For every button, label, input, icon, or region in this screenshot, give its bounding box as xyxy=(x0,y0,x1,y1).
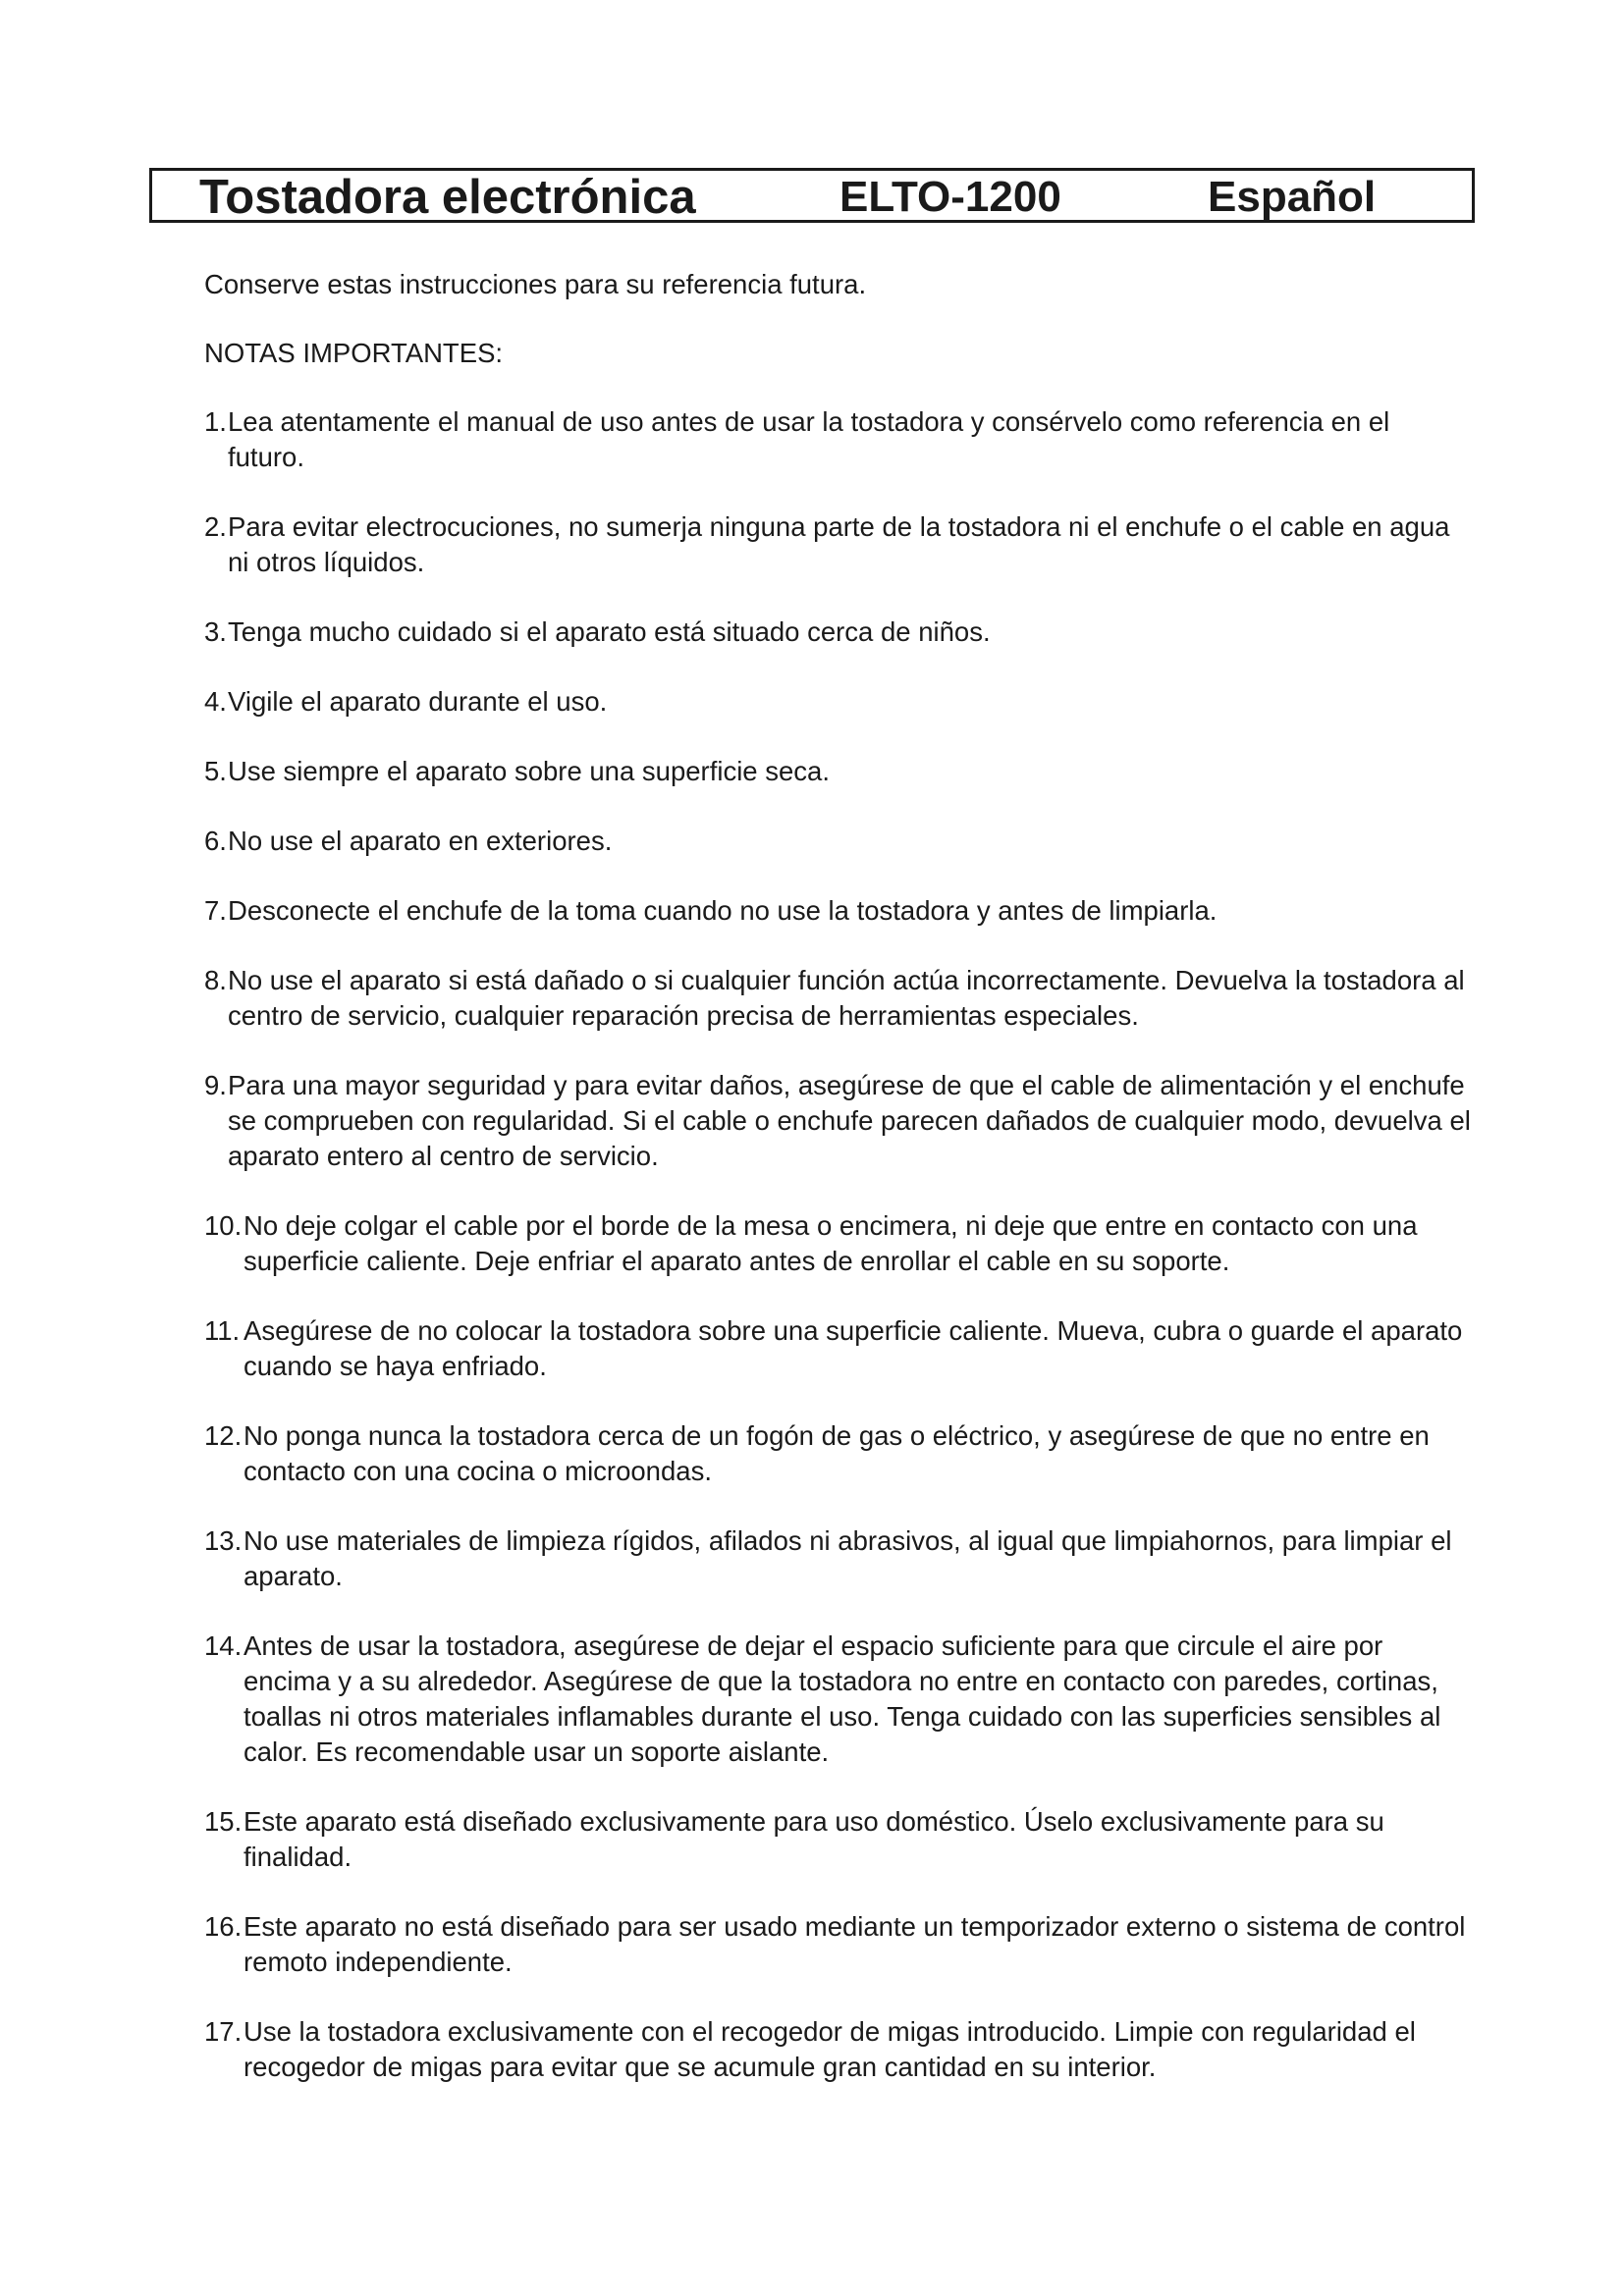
document-header xyxy=(149,168,1475,223)
list-item xyxy=(204,1068,1471,1174)
list-item xyxy=(204,1629,1471,1770)
item-text: Lea atentamente el manual de uso antes de usar la tostadora y consérvelo como referencia en el futuro. xyxy=(228,406,1390,472)
item-number: 7. xyxy=(204,895,227,926)
item-text: Tenga mucho cuidado si el aparato está situado cerca de niños. xyxy=(228,616,991,647)
item-number: 4. xyxy=(204,686,227,717)
item-number: 6. xyxy=(204,826,227,856)
notes-heading: NOTAS IMPORTANTES: xyxy=(204,338,504,368)
item-text: Este aparato está diseñado exclusivamente para uso doméstico. Úselo exclusivamente para su finalidad. xyxy=(244,1806,1384,1872)
item-number: 16. xyxy=(204,1911,243,1942)
list-item xyxy=(204,1909,1471,1980)
item-text: No deje colgar el cable por el borde de la mesa o encimera, ni deje que entre en contacto con una superficie caliente. Deje enfriar el aparato antes de enrollar el cable en su soporte. xyxy=(244,1210,1418,1276)
list-item xyxy=(204,404,1471,475)
list-item xyxy=(204,824,1471,859)
item-text: No ponga nunca la tostadora cerca de un fogón de gas o eléctrico, y asegúrese de que no entre en contacto con una cocina o microondas. xyxy=(244,1420,1430,1486)
document-title: Tostadora electrónica xyxy=(199,171,696,224)
item-number: 11. xyxy=(204,1315,241,1346)
item-text: Asegúrese de no colocar la tostadora sobre una superficie caliente. Mueva, cubra o guarde el aparato cuando se haya enfriado. xyxy=(244,1315,1463,1381)
document-body xyxy=(204,267,1471,2119)
item-text: Para una mayor seguridad y para evitar daños, asegúrese de que el cable de alimentación y el enchufe se comprueben con regularidad. Si el cable o enchufe parecen dañados de cualquier modo, devuelva el aparato entero al centro de servicio. xyxy=(228,1070,1471,1171)
intro-text: Conserve estas instrucciones para su referencia futura. xyxy=(204,269,867,299)
item-text: No use el aparato en exteriores. xyxy=(228,826,613,856)
list-item xyxy=(204,754,1471,789)
list-item xyxy=(204,1208,1471,1279)
item-number: 17. xyxy=(204,2016,243,2047)
item-text: No use materiales de limpieza rígidos, afilados ni abrasivos, al igual que limpiahornos, para limpiar el aparato. xyxy=(244,1525,1452,1591)
list-item xyxy=(204,614,1471,650)
language-label: Español xyxy=(1208,173,1377,221)
item-text: Desconecte el enchufe de la toma cuando no use la tostadora y antes de limpiarla. xyxy=(228,895,1218,926)
list-item xyxy=(204,2014,1471,2085)
item-number: 8. xyxy=(204,965,227,995)
item-number: 15. xyxy=(204,1806,243,1837)
item-text: No use el aparato si está dañado o si cualquier función actúa incorrectamente. Devuelva la tostadora al centro de servicio, cualquier reparación precisa de herramientas especiales. xyxy=(228,965,1465,1031)
item-number: 12. xyxy=(204,1420,243,1451)
item-number: 14. xyxy=(204,1630,243,1661)
list-item xyxy=(204,963,1471,1034)
item-text: Use siempre el aparato sobre una superficie seca. xyxy=(228,756,830,786)
list-item xyxy=(204,1804,1471,1875)
list-item xyxy=(204,1418,1471,1489)
item-number: 1. xyxy=(204,406,227,437)
list-item xyxy=(204,1523,1471,1594)
item-number: 3. xyxy=(204,616,227,647)
model-number: ELTO-1200 xyxy=(839,173,1061,221)
item-number: 13. xyxy=(204,1525,243,1556)
list-item xyxy=(204,684,1471,720)
item-text: Antes de usar la tostadora, asegúrese de dejar el espacio suficiente para que circule el aire por encima y a su alrededor. Asegúrese de que la tostadora no entre en contacto con paredes, cortinas, toallas ni otros materiales inflamables durante el uso. Tenga cuidado con las superficies sensibles al calor. Es recomendable usar un soporte aislante. xyxy=(244,1630,1441,1767)
list-item xyxy=(204,1313,1471,1384)
item-number: 9. xyxy=(204,1070,227,1100)
instructions-list xyxy=(204,404,1471,2085)
list-item xyxy=(204,893,1471,929)
item-text: Para evitar electrocuciones, no sumerja ninguna parte de la tostadora ni el enchufe o el cable en agua ni otros líquidos. xyxy=(228,511,1450,577)
item-text: Vigile el aparato durante el uso. xyxy=(228,686,608,717)
item-text: Este aparato no está diseñado para ser usado mediante un temporizador externo o sistema de control remoto independiente. xyxy=(244,1911,1466,1977)
list-item xyxy=(204,509,1471,580)
item-number: 10. xyxy=(204,1210,243,1241)
item-number: 5. xyxy=(204,756,227,786)
item-text: Use la tostadora exclusivamente con el recogedor de migas introducido. Limpie con regularidad el recogedor de migas para evitar que se acumule gran cantidad en su interior. xyxy=(244,2016,1416,2082)
item-number: 2. xyxy=(204,511,227,542)
